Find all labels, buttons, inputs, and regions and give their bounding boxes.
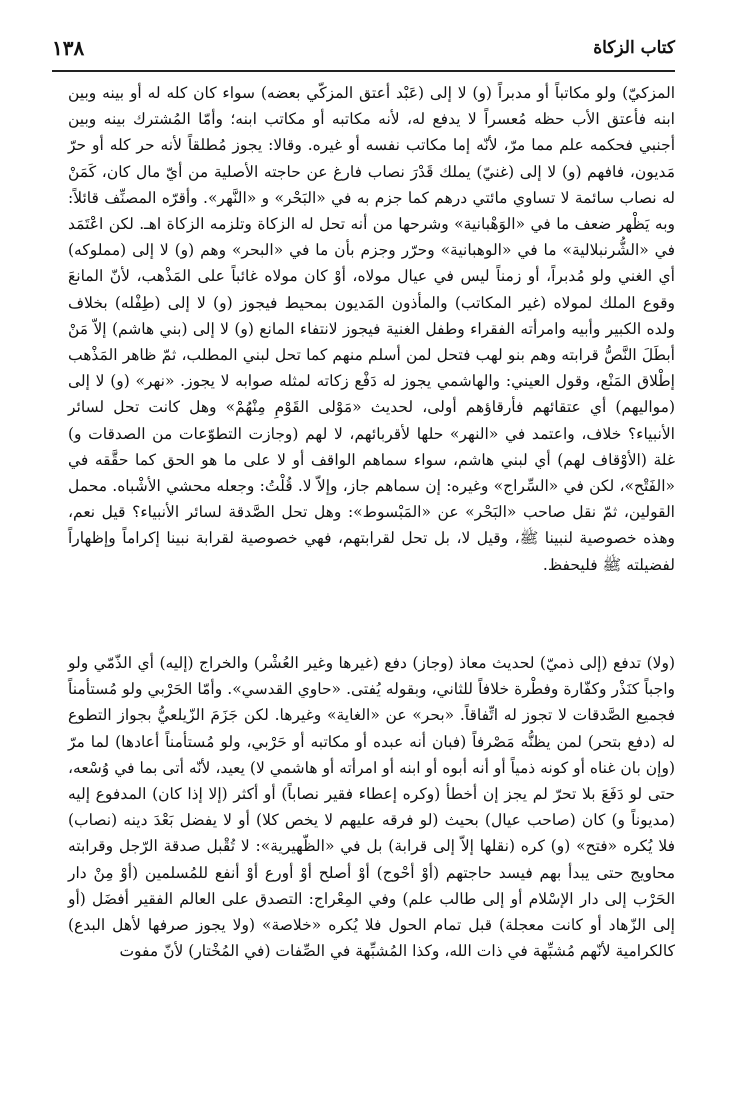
main-text: (ولا) تدفع (إلى ذميّ) لحديث معاذ (وجاز) دفع (غيرها وغير العُشْر) والخراج (إليه) أي الذّمّي ولو واجباً كنَذْر وكفّارة وفطْرة خلافاً للثاني، وبقوله يُفتى. «حاوي القدسي». وأمّا الحَرْبي ولو مُستأمناً فجميع الصَّدقات لا تجوز له اتِّفاقاً. «بحر» عن «الغاية» وغيرها. لكن جَزَمَ الزّيلعيُّ بجواز التطوع له (دفع بتحر) لمن يظنُّه مَصْرفاً (فبان أنه عبده أو مكاتبه أو حَرْبي، ولو مُستأمناً أعادها) لما مرّ (وإن بان غناه أو كونه ذمياً أو أنه أبوه أو ابنه أو امرأته أو هاشمي لا) يعيد، لأنّه أتى بما في وُسْعه، حتى لو دَفَعَ بلا تحرّ لم يجز إن أخطأ (وكره إعطاء فقير نصاباً) أو أكثر (إلا إذا كان) المدفوع إليه (مديوناً و) كان (صاحب عيال) بحيث (لو فرقه عليهم لا يخص كلا) أو لا يفضل بَعْدَ دينه (نصاب) فلا يُكره «فتح» (و) كره (نقلها إلاّ إلى قرابة) بل في «الظّهيرية»: لا تُقْبل صدقة الرّجل وقرابته محاويج حتى يبدأ بهم فيسد حاجتهم (أوْ أحْوج) أوْ أصلح أوْ أورع أوْ أنفع للمُسلمين (أوْ مِنْ دار الحَرْب إلى دار الإسْلام أو إلى طالب علم) وفي المِعْراج: التصدق على العالم الفقير أفضَل (أو إلى الزّهاد أو كانت معجلة) قبل تمام الحول فلا يُكره «خلاصة» (ولا يجوز صرفها لأهل البدع) كالكرامية لأنّهم مُشبِّهة في ذات الله، وكذا المُشبِّهة في الصِّفات (في المُخْتار) لأنّ مفوت xyxy=(68,654,675,961)
commentary-block xyxy=(68,80,675,578)
page-number: ١٣٨ xyxy=(52,36,85,60)
commentary-text: المزكيّ) ولو مكاتباً أو مدبراً (و) لا إلى (عَبْد أعتق المزكّي بعضه) سواء كان كله له أو بينه وبين ابنه فأعتق الأب حظه مُعسراً لا يدفع له، لأنه مكاتبه أو مكاتب ابنه؛ وأمّا المُشترك بينه وبين أجنبي فحكمه علم مما مرّ، لأنّه إما مكاتب نفسه أو غيره. وقالا: يجوز مُطلقاً لأنه حر كله أو حرّ مَديون، فافهم (و) لا إلى (غنيّ) يملك قَدْرَ نصاب فارغ عن حاجته الأصلية من أيّ مال كان، كَمَنْ له نصاب سائمة لا تساوي مائتي درهم كما جزم به في «البَحْر» و «النَّهر». وأقرّه المصنِّف قائلاً: وبه يَظْهر ضعف ما في «الوَهْبانية» وشرحها من أنه تحل له الزكاة وتلزمه الزكاة اهـ. لكن اعْتَمَد في «الشُّرنبلالية» ما في «الوهبانية» وحرّر وجزم بأن ما في «البحر» وهم (و) لا إلى (مملوكه) أي الغني ولو مُدبراً، أو زمناً ليس في عيال مولاه، أوْ كان مولاه غائباً على المَذْهب، لأنّ المانعَ وقوع الملك لمولاه (غير المكاتب) والمأذون المَديون بمحيط فيجوز (و) لا إلى (طِفْله) بخلاف ولده الكبير وأبيه وامرأته الفقراء وطفل الغنية فيجوز لانتفاء المانع (و) لا إلى (بني هاشم) إلاّ مَنْ أبطَلَ النَّصُّ قرابته وهم بنو لهب فتحل لمن أسلم منهم كما تحل لبني المطلب، ثمّ ظاهر المَذْهب إطْلاق المَنْع، وقول العيني: والهاشمي يجوز له دَفْع زكاته لمثله صوابه لا يجوز. «نهر» (و) لا إلى (مواليهم) أي عتقائهم فأرقاؤهم أولى، لحديث «مَوْلى القَوْمِ مِنْهُمْ» وهل كانت تحل لسائر الأنبياء؟ خلاف، واعتمد في «النهر» حلها لأقربائهم، لا لهم (وجازت التطوّعات من الصدقات و) غلة (الأوْقاف لهم) أي لبني هاشم، سواء سماهم الواقف أو لا على ما هو الحق كما حقَّقه في «الفَتْح»، لكن في «السِّراج» وغيره: إن سماهم جاز، وإلاّ لا. قُلْتُ: وجعله محشي الأشْباه. محمل القولين، ثمّ نقل صاحب «البَحْر» عن «المَبْسوط»: وهل تحل الصَّدقة لسائر الأنبياء؟ قيل نعم، وهذه خصوصية لنبينا ﷺ، وقيل لا، بل تحل لقرابتهم، فهي خصوصية لقرابة نبينا إكراماً وإظهاراً لفضيلته ﷺ فليحفظ. xyxy=(68,84,675,574)
running-title: كتاب الزكاة xyxy=(593,38,675,58)
page-header xyxy=(52,36,675,72)
main-text-block xyxy=(68,650,675,964)
